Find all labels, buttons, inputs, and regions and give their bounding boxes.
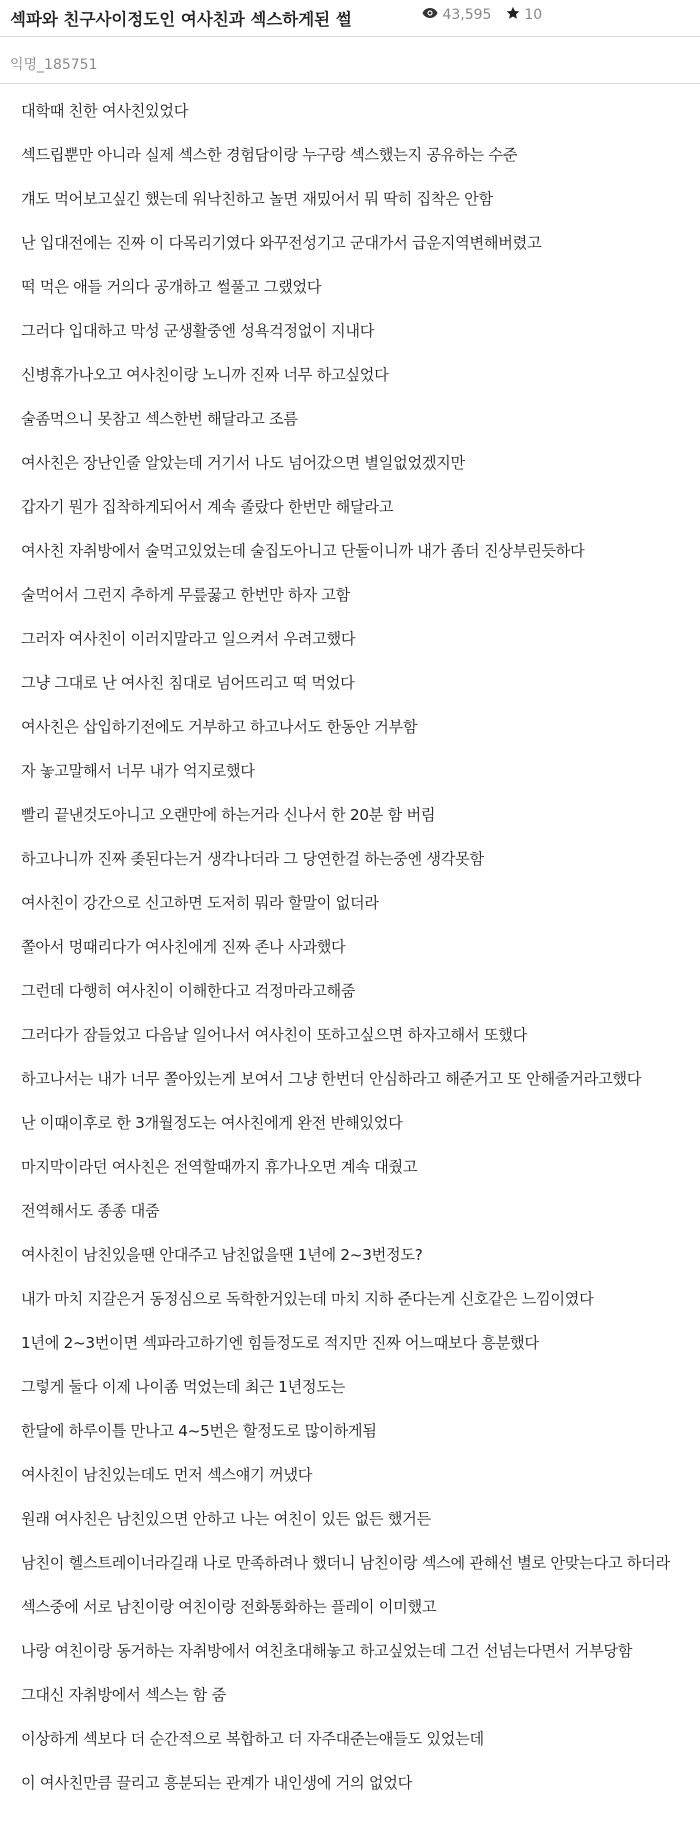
body-line: 여사친은 장난인줄 알았는데 거기서 나도 넘어갔으면 별일없었겠지만 — [21, 454, 465, 472]
view-count: 43,595 — [442, 7, 492, 23]
star-icon — [506, 6, 520, 24]
body-line: 한달에 하루이틀 만나고 4~5번은 할정도로 많이하게됨 — [21, 1422, 377, 1440]
body-line: 대학때 친한 여사친있었다 — [21, 102, 189, 120]
body-line: 이 여사친만큼 끌리고 흥분되는 관계가 내인생에 거의 없었다 — [21, 1774, 412, 1792]
body-line: 빨리 끝낸것도아니고 오랜만에 하는거라 신나서 한 20분 함 버림 — [21, 806, 436, 824]
body-line: 갑자기 뭔가 집착하게되어서 계속 졸랐다 한번만 해달라고 — [21, 498, 394, 516]
body-line: 신병휴가나오고 여사친이랑 노니까 진짜 너무 하고싶었다 — [21, 366, 389, 384]
body-line: 그렇게 둘다 이제 나이좀 먹었는데 최근 1년정도는 — [21, 1378, 345, 1396]
body-line: 내가 마치 지갈은거 동정심으로 독학한거있는데 마치 지하 준다는게 신호같은 느낌이였다 — [21, 1290, 594, 1308]
body-line: 그런데 다행히 여사친이 이해한다고 걱정마라고해줌 — [21, 982, 356, 1000]
body-line: 하고나니까 진짜 좆된다는거 생각나더라 그 당연한걸 하는중엔 생각못함 — [21, 850, 484, 868]
body-line: 여사친은 삽입하기전에도 거부하고 하고나서도 한동안 거부함 — [21, 718, 418, 736]
author-row — [0, 37, 700, 84]
body-line: 1년에 2~3번이면 섹파라고하기엔 힘들정도로 적지만 진짜 어느때보다 흥분했다 — [21, 1334, 539, 1352]
body-line: 나랑 여친이랑 동거하는 자취방에서 여친초대해놓고 하고싶었는데 그건 선넘는다면서 거부당함 — [21, 1642, 633, 1660]
body-line: 그대신 자취방에서 섹스는 함 줌 — [21, 1686, 226, 1704]
body-line: 자 놓고말해서 너무 내가 억지로했다 — [21, 762, 255, 780]
post-body — [0, 84, 700, 1794]
body-line: 그냥 그대로 난 여사친 침대로 넘어뜨리고 떡 먹었다 — [21, 674, 355, 692]
author-name[interactable]: 익명_185751 — [10, 57, 98, 73]
body-line: 난 이때이후로 한 3개월정도는 여사친에게 완전 반해있었다 — [21, 1114, 403, 1132]
body-line: 전역해서도 종종 대줌 — [21, 1202, 160, 1220]
star-count: 10 — [524, 7, 543, 23]
body-line: 섹드립뿐만 아니라 실제 섹스한 경험담이랑 누구랑 섹스했는지 공유하는 수준 — [21, 146, 518, 164]
body-line: 술먹어서 그런지 추하게 무릎꿇고 한번만 하자 고함 — [21, 586, 350, 604]
body-line: 술좀먹으니 못참고 섹스한번 해달라고 조름 — [21, 410, 298, 428]
body-line: 여사친이 남친있을땐 안대주고 남친없을땐 1년에 2~3번정도? — [21, 1246, 423, 1264]
body-line: 떡 먹은 애들 거의다 공개하고 썰풀고 그랬었다 — [21, 278, 322, 296]
body-line: 이상하게 섹보다 더 순간적으로 복합하고 더 자주대준는애들도 있었는데 — [21, 1730, 484, 1748]
body-line: 여사친이 남친있는데도 먼저 섹스얘기 꺼냈다 — [21, 1466, 313, 1484]
body-line: 난 입대전에는 진짜 이 다목리기였다 와꾸전성기고 군대가서 급운지역변해버렸고 — [21, 234, 542, 252]
body-line: 그러다 입대하고 막성 군생활중엔 성욕걱정없이 지내다 — [21, 322, 375, 340]
body-line: 마지막이라던 여사친은 전역할때까지 휴가나오면 계속 대줬고 — [21, 1158, 418, 1176]
post-stats — [422, 6, 552, 24]
body-line: 남친이 헬스트레이너라길래 나로 만족하려나 했더니 남친이랑 섹스에 관해선 별로 안맞는다고 하더라 — [21, 1554, 670, 1572]
body-line: 쫄아서 멍때리다가 여사친에게 진짜 존나 사과했다 — [21, 938, 346, 956]
post-header — [0, 0, 700, 37]
body-line: 여사친 자취방에서 술먹고있었는데 술집도아니고 단둘이니까 내가 좀더 진상부린듯하다 — [21, 542, 585, 560]
body-line: 원래 여사친은 남친있으면 안하고 나는 여친이 있든 없든 했거든 — [21, 1510, 431, 1528]
body-line: 여사친이 강간으로 신고하면 도저히 뭐라 할말이 없더라 — [21, 894, 379, 912]
body-line: 하고나서는 내가 너무 쫄아있는게 보여서 그냥 한번더 안심하라고 해준거고 또 안해줄거라고했다 — [21, 1070, 642, 1088]
body-line: 걔도 먹어보고싶긴 했는데 워낙친하고 놀면 재밌어서 뭐 딱히 집착은 안함 — [21, 190, 493, 208]
eye-icon — [422, 7, 438, 23]
body-line: 그러자 여사친이 이러지말라고 일으켜서 우려고했다 — [21, 630, 356, 648]
body-line: 그러다가 잠들었고 다음날 일어나서 여사친이 또하고싶으면 하자고해서 또했다 — [21, 1026, 527, 1044]
body-line: 섹스중에 서로 남친이랑 여친이랑 전화통화하는 플레이 이미했고 — [21, 1598, 437, 1616]
post-title: 섹파와 친구사이정도인 여사친과 섹스하게된 썰 — [10, 10, 352, 29]
